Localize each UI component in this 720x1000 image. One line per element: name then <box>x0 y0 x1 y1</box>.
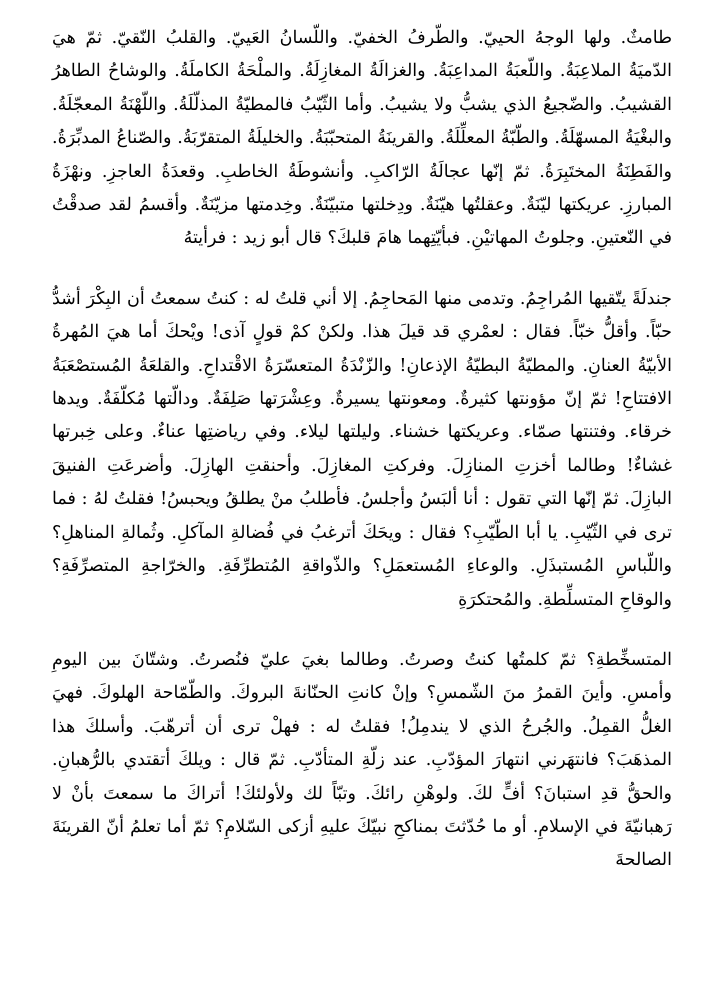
paragraph-1: طامثٌ. ولها الوجهُ الحييّ. والطّرفُ الخفيّ. واللّسانُ العَييّ. والقلبُ النّقيّ. ثمّ هيَ الدّميَةُ الملاعِبَةُ. واللّعبَةُ المداعِبَةُ. والغزالَةُ المغازِلَةُ. والملْحَةُ الكاملَةُ. والوشاحُ الطاهرُ القشيبُ. والضّجيعُ الذي يشبُّ ولا يشيبُ. وأما الثّيّبُ فالمطيّةُ المذلّلَةُ. واللّهْنَةُ المعجّلَةُ. والبغْيَةُ المسهّلَةُ. والطّبّةُ المعلِّلَةُ. والقرينَةُ المتحبّبَةُ. والخليلَةُ المتقرّبَةُ. والصّناعُ المدبِّرَةُ. والفَطِنَةُ المختَبِرَةُ. ثمّ إنّها عجالَةُ الرّاكبِ. وأنشوطَةُ الخاطبِ. وقعدَةُ العاجزِ. ونهْزَةُ المبارزِ. عريكتها ليّنَةٌ. وعقلتُها هيّنَةٌ. ودِخلتها متبيّنَةٌ. وخِدمتها مزيّنَةٌ. وأقسمُ لقد صدقْتُ في النّعتينِ. وجلوتُ المهاتيْنِ. فبأيّتِهما هامَ قلبكَ؟ قال أبو زيد : فرأيتهُ <box>52 28 672 249</box>
paragraph-2: جندلَةً يتّقيها المُراجِمُ. وتدمى منها المَحاجِمُ. إلا أني قلتُ له : كنتُ سمعتُ أن البِكْرَ أشدُّ حبّاً. وأقلُّ خبّاً. فقال : لعمْري قد قيلَ هذا. ولكنْ كمْ قولٍ آذى! ويْحكَ أما هيَ المُهرةُ الأبيّةُ العنانِ. والمطيّةُ البطيّةُ الإذعانِ! والزّنْدَةُ المتعسّرَةُ الاقْتداحِ. والقلعَةُ المُستصْعَبَةُ الافتتاحِ! ثمّ إنّ مؤونتها كثيرةٌ. ومعونتها يسيرةٌ. وعِشْرَتها صَلِفَةٌ. ودالّتها مُكلّفَةٌ. ويدها خرقاء. وفتنتها صمّاء. وعريكتها خشناء. وليلتها ليلاء. وفي رياضتِها عناءٌ. وعلى خِبرتها غشاءٌ! وطالما أخزتِ المنازِلَ. وفركتِ المغازِلَ. وأحنقتِ الهازِلَ. وأضرعَتِ الفنيقَ البازِلَ. ثمّ إنّها التي تقول : أنا ألبَسُ وأجلسُ. فأطلبُ منْ يطلقُ ويحبسُ! فقلتُ لهُ : فما ترى في الثّيّبِ. يا أبا الطّيّبِ؟ فقال : ويحَكَ أترغبُ في فُضالةِ المآكلِ. وثُمالةِ المناهلِ؟ واللّباسِ المُستبذَلِ. والوعاءِ المُستعمَلِ؟ والذّواقةِ المُتطرِّفَةِ. والخرّاجةِ المتصرِّفَةِ؟ والوقاحِ المتسلِّطةِ. والمُحتكرَةِ <box>52 288 672 610</box>
paragraph-3: المتسخِّطةِ؟ ثمّ كلمتُها كنتُ وصرتُ. وطالما بغيَ عليّ فنُصرتُ. وشتّانَ بين اليومِ وأمسِ. وأينَ القمرُ منَ الشّمسِ؟ وإنْ كانتِ الحنّانةَ البروكَ. والطّمّاحة الهلوكَ. فهيَ الغلُّ القمِلُ. والجُرحُ الذي لا يندمِلُ! فقلتُ له : فهلْ ترى أن أترهّبَ. وأسلكَ هذا المذهَبَ؟ فانتهَرني انتهارَ المؤدّبِ. عند زلّةِ المتأدّبِ. ثمّ قال : ويلكَ أتقتدي بالرُّهبانِ. والحقُّ قدِ استبانَ؟ أفٍّ لكَ. ولوهْنِ رائكَ. وتبّاً لك ولأولئكَ! أتراكَ ما سمعتَ بأنْ لا رَهبانيّةَ في الإسلامِ. أو ما حُدّثتَ بمناكحِ نبيّكَ عليهِ أزكى السّلامِ؟ ثمّ أما تعلمُ أنّ القرينَةَ الصالحةَ <box>52 649 672 871</box>
